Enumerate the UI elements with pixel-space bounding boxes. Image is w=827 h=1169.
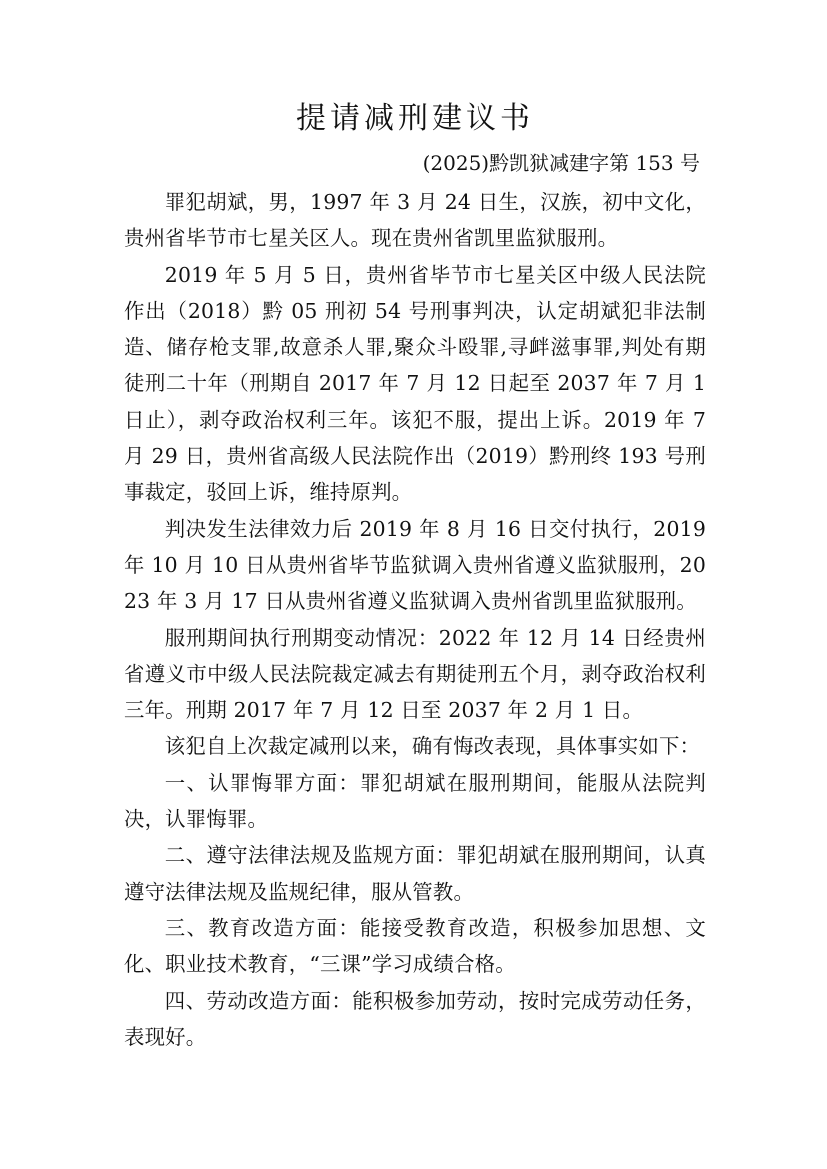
- paragraph-criminal-info: 罪犯胡斌，男，1997 年 3 月 24 日生，汉族，初中文化，贵州省毕节市七星关区人。现在贵州省凯里监狱服刑。: [124, 190, 706, 251]
- document-number: (2025)黔凯狱减建字第 153 号: [422, 151, 700, 175]
- paragraph-execution: 判决发生法律效力后 2019 年 8 月 16 日交付执行，2019 年 10 月 10 日从贵州省毕节监狱调入贵州省遵义监狱服刑，2023 年 3 月 17 日从贵州省遵义监狱调入贵州省凯里监狱服刑。: [124, 516, 706, 614]
- paragraph-obey-rules: 二、遵守法律法规及监规方面：罪犯胡斌在服刑期间，认真遵守法律法规及监规纪律，服从管教。: [124, 843, 706, 904]
- paragraph-sentence-change: 服刑期间执行刑期变动情况：2022 年 12 月 14 日经贵州省遵义市中级人民法院裁定减去有期徒刑五个月，剥夺政治权利三年。刑期 2017 年 7 月 12 日至 2037 年 2 月 1 日。: [124, 625, 706, 723]
- paragraph-labor: 四、劳动改造方面：能积极参加劳动，按时完成劳动任务，表现好。: [124, 988, 706, 1049]
- paragraph-education: 三、教育改造方面：能接受教育改造，积极参加思想、文化、职业技术教育，“三课”学习成绩合格。: [124, 915, 706, 977]
- document-page: [124, 96, 706, 1055]
- paragraph-judgment: 2019 年 5 月 5 日，贵州省毕节市七星关区中级人民法院作出（2018）黔 05 刑初 54 号刑事判决，认定胡斌犯非法制造、储存枪支罪,故意杀人罪,聚众斗殴罪,寻衅滋事罪,判处有期徒刑二十年（刑期自 2017 年 7 月 12 日起至 2037 年 7 月 1 日止），剥夺政治权利三年。该犯不服，提出上诉。2019 年 7 月 29 日，贵州省高级人民法院作出（2019）黔刑终 193 号刑事裁定，驳回上诉，维持原判。: [124, 262, 706, 505]
- paragraph-admit-guilt: 一、认罪悔罪方面：罪犯胡斌在服刑期间，能服从法院判决，认罪悔罪。: [124, 770, 706, 832]
- document-title: 提请减刑建议书: [296, 101, 534, 136]
- paragraph-repentance-intro: 该犯自上次裁定减刑以来，确有悔改表现，具体事实如下：: [164, 734, 701, 759]
